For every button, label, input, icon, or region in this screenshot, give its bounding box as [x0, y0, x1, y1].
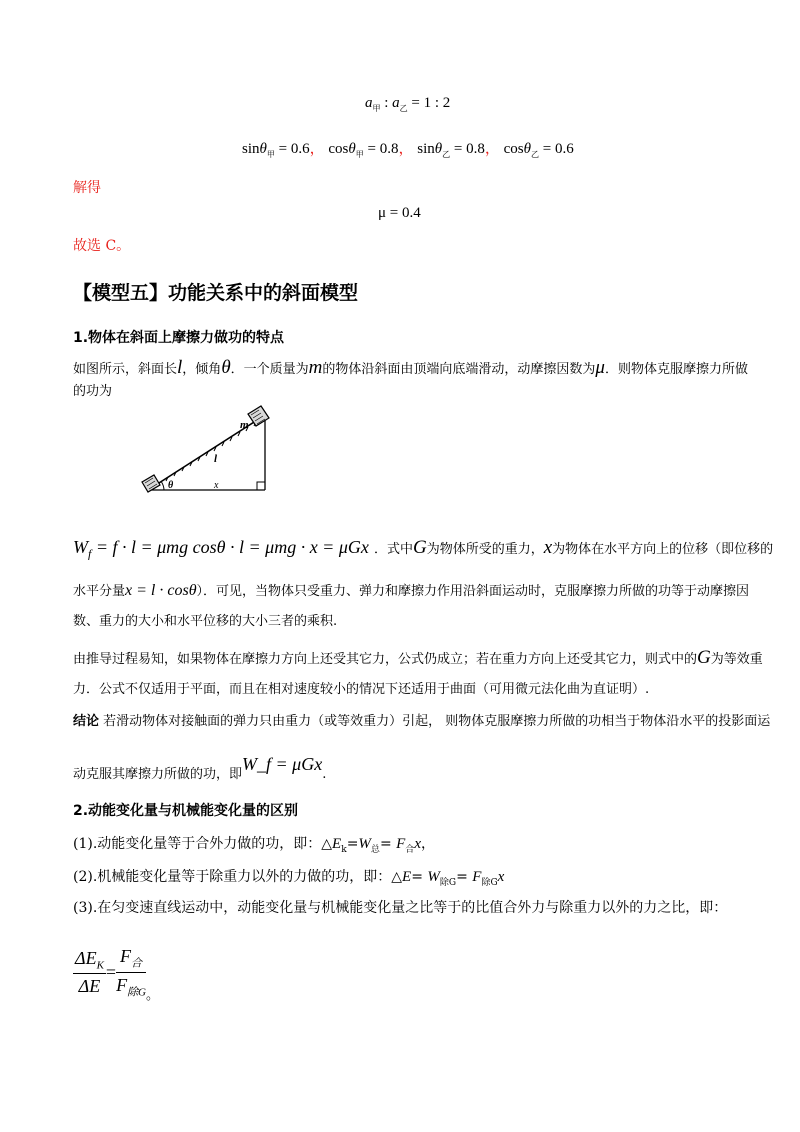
p2-line-1 — [73, 647, 763, 670]
var-G: G — [412, 537, 427, 558]
ratio-colon: : — [380, 95, 393, 111]
p2-line-2: 力．公式不仅适用于平面，而且在相对速度较小的情况下还适用于曲面（可用微元法化曲为直证明）. — [73, 682, 650, 697]
trig-var: θ — [523, 141, 531, 157]
item-var: x — [497, 869, 505, 885]
work-formula — [73, 537, 369, 561]
trig-comma: ， — [309, 141, 325, 157]
trig-eq-3 — [417, 141, 485, 157]
frac-den-right: F — [116, 974, 128, 995]
conclusion-end: . — [322, 767, 327, 782]
trig-eq-1 — [242, 141, 310, 157]
intro-paragraph-cont: 的功为 — [73, 384, 113, 399]
trig-fn: sin — [417, 141, 435, 157]
fraction-end: 。 — [146, 986, 160, 1002]
trig-eq-4 — [504, 141, 574, 157]
p1-text: 为物体所受的重力， — [426, 542, 544, 557]
trig-fn: sin — [242, 141, 260, 157]
fraction-left — [73, 948, 106, 997]
trig-var: θ — [259, 141, 267, 157]
figure-label-l: l — [214, 453, 218, 465]
conclusion-text: 若滑动物体对接触面的弹力只由重力（或等效重力）引起， 则物体克服摩擦力所做的功相当于物体沿水平的投影面运 — [103, 714, 771, 729]
formula-rest: = f · l = μmg cosθ · l = μmg · x = μGx — [91, 537, 369, 557]
ratio-value: = 1 : 2 — [407, 95, 451, 111]
trig-eq-2 — [328, 141, 398, 157]
trig-sub: 乙 — [530, 150, 539, 159]
ratio-rhs: a — [392, 95, 400, 111]
item-var: F — [472, 869, 482, 885]
frac-num-right-sub: 合 — [131, 957, 143, 970]
trig-sub: 甲 — [355, 150, 364, 159]
trig-comma: ， — [398, 141, 414, 157]
p1-text: ）．可见，当物体只受重力、弹力和摩擦力作用沿斜面运动时，克服摩擦力所做的功等于动摩擦因 — [196, 584, 750, 599]
intro-paragraph — [73, 357, 748, 380]
p2-text: 为等效重 — [710, 652, 763, 667]
trig-fn: cos — [328, 141, 349, 157]
trig-value: = 0.6 — [538, 141, 574, 157]
item-text: (2).机械能变化量等于除重力以外的力做的功，即：△ — [73, 869, 403, 885]
item-text: = — [379, 836, 397, 852]
trig-value: = 0.8 — [363, 141, 399, 157]
p1-line-2 — [73, 580, 749, 602]
mu-result: μ = 0.4 — [378, 205, 421, 221]
item-text: ， — [420, 836, 435, 852]
conclusion-label: 结论 — [73, 714, 100, 729]
figure-label-theta: θ — [168, 480, 174, 491]
item-sub: 除G — [439, 877, 457, 888]
item-var: E — [402, 869, 412, 885]
item-text: = — [456, 869, 473, 885]
trig-comma: ， — [484, 141, 500, 157]
conclusion-formula: W_f = μGx — [242, 754, 323, 774]
trig-sub: 乙 — [442, 150, 451, 159]
intro-text: ．一个质量为 — [230, 362, 309, 377]
p1-text: 水平分量 — [73, 584, 126, 599]
var-mu: μ — [595, 357, 605, 378]
frac-num-left: ΔE — [75, 948, 97, 969]
conclusion-line-2 — [73, 754, 327, 785]
trig-equations — [242, 137, 574, 160]
item-text: (1).动能变化量等于合外力做的功，即：△ — [73, 836, 333, 852]
var-m: m — [308, 357, 323, 378]
formula-w: W — [73, 537, 88, 557]
solve-label: 解得 — [73, 180, 101, 196]
trig-value: = 0.8 — [450, 141, 485, 157]
figure-label-m: m — [240, 419, 249, 431]
work-formula-line — [73, 537, 773, 562]
trig-var: θ — [434, 141, 443, 157]
var-l: l — [177, 357, 183, 378]
item-var: W — [427, 869, 440, 885]
item-2 — [73, 866, 504, 894]
item-var: F — [396, 836, 406, 852]
trig-fn: cos — [503, 141, 524, 157]
trig-sub: 甲 — [266, 150, 275, 159]
p1-equation: x = l · cosθ — [125, 582, 197, 599]
p2-text: 由推导过程易知，如果物体在摩擦力方向上还受其它力，公式仍成立；若在重力方向上还受其它力，则式中的 — [73, 652, 698, 667]
formula-sub: f — [88, 546, 92, 561]
p1-text: ．式中 — [373, 542, 413, 557]
conclusion-text: 动克服其摩擦力所做的功，即 — [73, 767, 243, 782]
angle-arc — [162, 482, 165, 490]
ratio-equation — [365, 95, 450, 114]
ratio-rhs-sub: 乙 — [399, 104, 408, 113]
var-x: x — [543, 537, 553, 558]
item-var: E — [332, 836, 342, 852]
var-theta: θ — [221, 357, 231, 378]
item-var: x — [414, 836, 421, 852]
equals-sign: = — [105, 962, 117, 983]
item-var: W — [358, 836, 371, 852]
frac-num-right: F — [120, 946, 132, 966]
item-3: (3).在匀变速直线运动中，动能变化量与机械能变化量之比等于的比值合外力与除重力以外的力之比，即： — [73, 900, 728, 916]
frac-den-left: ΔE — [78, 975, 101, 996]
intro-text: ．则物体克服摩擦力所做 — [604, 362, 748, 377]
fraction-right — [116, 946, 146, 999]
item-1 — [73, 833, 435, 861]
section-title: 【模型五】功能关系中的斜面模型 — [73, 282, 359, 304]
ratio-lhs: a — [365, 95, 373, 111]
ratio-fraction-equation — [73, 946, 160, 1002]
item-text: = — [346, 836, 359, 852]
p1-line-3: 数、重力的大小和水平位移的大小三者的乘积. — [73, 614, 338, 629]
subsection-title-2: 2.动能变化量与机械能变化量的区别 — [73, 803, 299, 819]
figure-label-x: x — [214, 480, 219, 491]
frac-num-left-sub: K — [96, 959, 104, 972]
frac-den-right-sub: 除G — [127, 986, 147, 999]
trig-value: = 0.6 — [274, 141, 310, 157]
intro-text: 如图所示，斜面长 — [73, 362, 178, 377]
var-G: G — [697, 647, 711, 668]
answer-line: 故选 C。 — [73, 238, 131, 254]
conclusion-line-1 — [73, 712, 770, 732]
item-sub: 除G — [481, 877, 498, 888]
item-sub: 合 — [405, 844, 415, 855]
item-sub: k — [341, 844, 347, 855]
p1-text: 为物体在水平方向上的位移（即位移的 — [552, 542, 774, 557]
trig-var: θ — [348, 141, 356, 157]
incline-figure — [138, 402, 273, 494]
ratio-lhs-sub: 甲 — [372, 104, 381, 113]
intro-text: 的物体沿斜面由顶端向底端滑动，动摩擦因数为 — [322, 362, 596, 377]
item-text: = — [411, 869, 428, 885]
intro-text: ，倾角 — [182, 362, 222, 377]
subsection-title-1: 1.物体在斜面上摩擦力做功的特点 — [73, 330, 285, 346]
item-sub: 总 — [370, 844, 380, 855]
